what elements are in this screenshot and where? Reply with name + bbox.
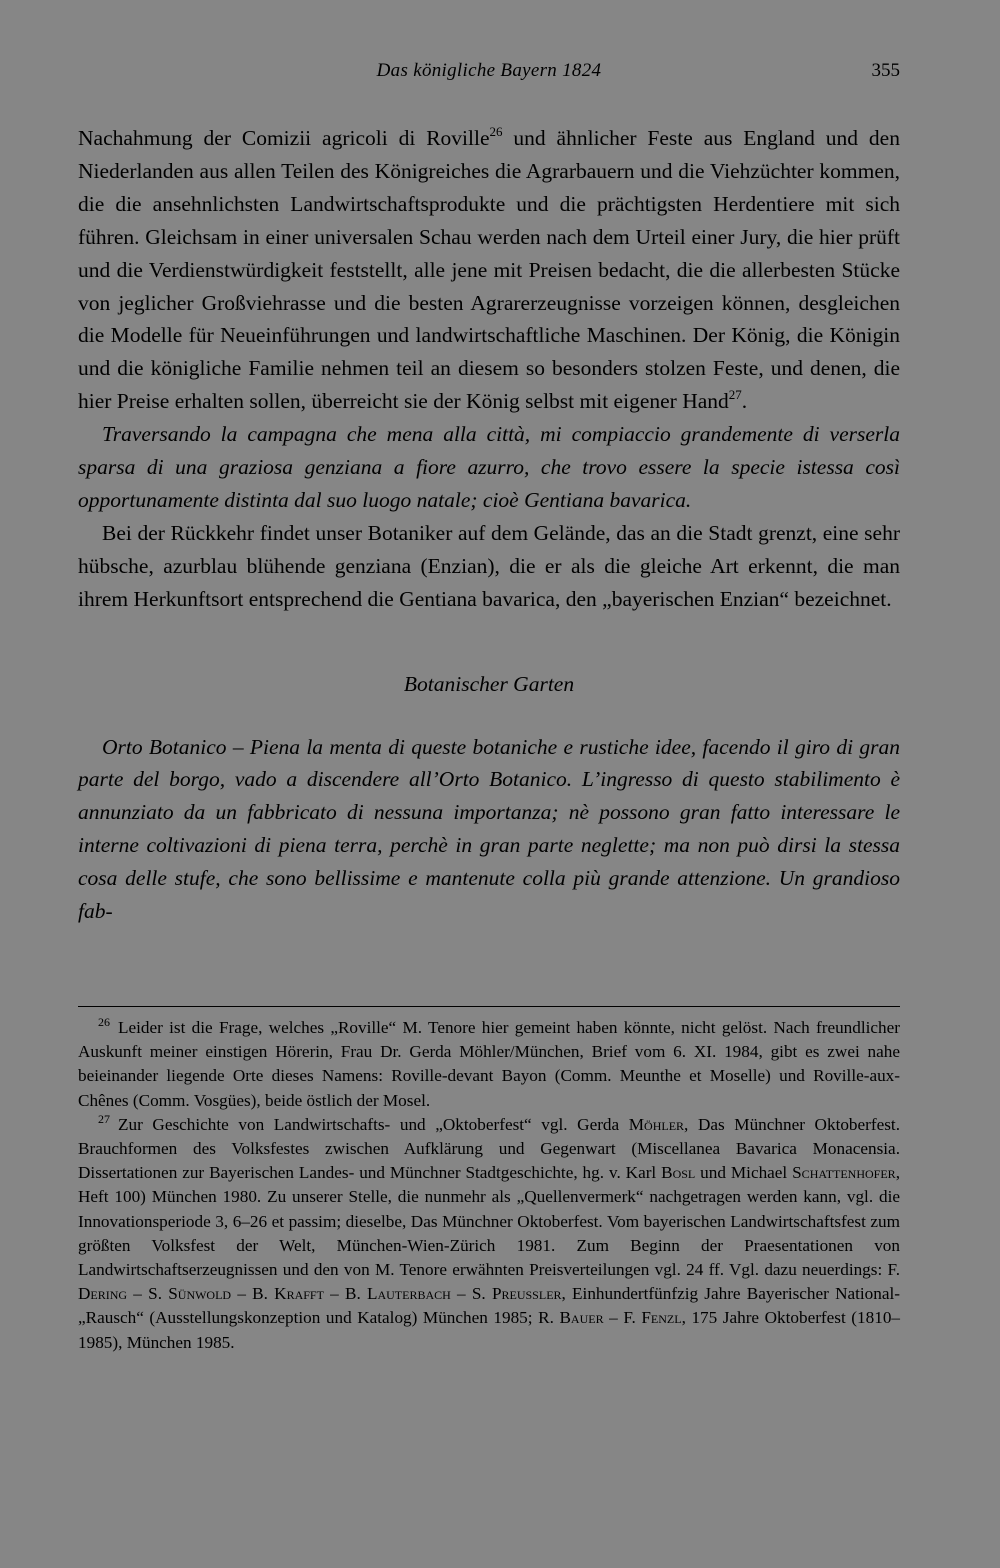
footnote-27-text-i: , Einhundertfünfzig Jahre Bayerischer National-„Rausch“ (Ausstellungskonzeption und Katalog) München 1985; R.	[78, 1284, 900, 1328]
footnote-27-text-j: – F.	[603, 1308, 642, 1328]
author-name: Schattenhofer	[792, 1163, 896, 1183]
footnote-ref-26: 26	[489, 124, 503, 139]
footnote-number-26: 26	[98, 1015, 110, 1029]
author-name: Krafft	[274, 1284, 324, 1304]
footnote-27-text-a: Zur Geschichte von Landwirtschafts- und „Oktoberfest“ vgl. Gerda	[118, 1114, 629, 1134]
footnotes	[78, 1016, 900, 1355]
footnote-27	[78, 1113, 900, 1355]
footnote-number-27: 27	[98, 1111, 110, 1126]
footnote-27-text-g: – B.	[323, 1284, 367, 1304]
footnote-27-text-e: – S.	[127, 1284, 169, 1304]
author-name: Bauer	[559, 1308, 604, 1328]
author-name: Sünwold	[168, 1284, 232, 1304]
page-number: 355	[871, 60, 900, 81]
paragraph-2: Bei der Rückkehr findet unser Botaniker auf dem Gelände, das an die Stadt grenzt, eine sehr hübsche, azurblau blühende genziana (Enzian), die er als die gleiche Art erkennt, die man ihrem Herkunftsort entsprechend die Gentiana bavarica, den „bayerischen Enzian“ bezeichnet.	[78, 520, 900, 611]
author-name: Bosl	[661, 1163, 696, 1183]
italian-quote-1: Traversando la campagna che mena alla città, mi compiaccio grandemente di verserla sparsa di una graziosa genziana a fiore azurro, che trovo essere la specie istessa così opportunamente distinta dal suo luogo natale; cioè Gentiana bavarica.	[78, 422, 900, 512]
footnote-divider	[78, 1006, 900, 1007]
paragraph-1-text-c: .	[741, 389, 748, 414]
paragraph-1-text-b: und ähnlicher Feste aus England und den Niederlanden aus allen Teilen des Königreiches die Agrarbauern und die Viehzüchter kommen, die die ansehnlichsten Landwirtschaftsprodukte und die prächtigsten Herdentiere mit sich führen. Gleichsam in einer universalen Schau werden nach dem Urteil einer Jury, die hier prüft und die Verdienstwürdigkeit feststellt, alle jene mit Preisen bedacht, die die allerbesten Stücke von jeglicher Großviehrasse und die besten Agrarerzeugnisse vorzeigen können, desgleichen die Modelle für Neueinführungen und landwirtschaftliche Maschinen. Der König, die Königin und die königliche Familie nehmen teil an diesem so besonders stolzen Feste, und denen, die hier Preise erhalten sollen, überreicht sie der König selbst mit eigener Hand	[78, 126, 900, 414]
italian-quote-2: Orto Botanico – Piena la menta di queste botaniche e rustiche idee, facendo il giro di gran parte del borgo, vado a discendere all’Orto Botanico. L’ingresso di questo stabilimento è annunziato da un fabbricato di nessuna importanza; nè possono gran fatto interessare le interne coltivazioni di piena terra, perchè in gran parte neglette; ma non può dirsi la stessa cosa delle stufe, che sono bellissime e mantenute colla più grande attenzione. Un grandioso fab-	[78, 734, 900, 924]
footnote-27-text-b: , Das Münchner Oktoberfest. Brauchformen des Volksfestes zwischen Aufklärung und Gegenwart (Miscellanea Bavarica Monacensia. Dissertationen zur Bayerischen Landes- und Münchner Stadtgeschichte, hg. v. Karl	[78, 1114, 900, 1183]
section-heading: Botanischer Garten	[403, 671, 575, 696]
author-name: Möhler	[628, 1114, 685, 1134]
running-title: Das königliche Bayern 1824	[376, 60, 602, 81]
footnote-ref-27: 27	[728, 387, 742, 403]
footnote-26	[78, 1016, 900, 1113]
author-name: Lauterbach	[366, 1284, 451, 1304]
footnote-27-text-h: – S.	[450, 1284, 492, 1304]
footnote-27-text-k: , 175 Jahre Oktoberfest (1810–1985), München 1985.	[78, 1308, 901, 1352]
page-header	[78, 60, 900, 90]
main-text	[78, 122, 900, 928]
footnote-26-text: Leider ist die Frage, welches „Roville“ M. Tenore hier gemeint haben könnte, nicht gelöst. Nach freundlicher Auskunft meiner einstigen Hörerin, Frau Dr. Gerda Möhler/München, Brief vom 6. XI. 1984, gibt es zwei nahe beieinander liegende Orte dieses Namens: Roville-devant Bayon (Comm. Meunthe et Moselle) und Roville-aux-Chênes (Comm. Vosgües), beide östlich der Mosel.	[78, 1018, 900, 1110]
paragraph-1-text-a: Nachahmung der Comizii agricoli di Roville	[78, 126, 490, 150]
footnote-27-text-f: – B.	[231, 1284, 275, 1304]
footnote-27-text-d: , Heft 100) München 1980. Zu unserer Stelle, die nunmehr als „Quellenvermerk“ nachgetragen werden kann, vgl. die Innovationsperiode 3, 6–26 et passim; dieselbe, Das Münchner Oktoberfest. Vom bayerischen Landwirtschaftsfest zum größten Volksfest der Welt, München-Wien-Zürich 1981. Zum Beginn der Praesentationen von Landwirtschaftserzeugnissen und den von M. Tenore erwähnten Preisverteilungen vgl. 24 ff. Vgl. dazu neuerdings: F.	[78, 1163, 900, 1280]
author-name: Dering	[78, 1284, 128, 1304]
author-name: Preussler	[491, 1284, 562, 1304]
author-name: Fenzl	[641, 1308, 682, 1328]
footnote-27-text-c: und Michael	[695, 1163, 793, 1183]
paragraph-1	[78, 122, 900, 418]
